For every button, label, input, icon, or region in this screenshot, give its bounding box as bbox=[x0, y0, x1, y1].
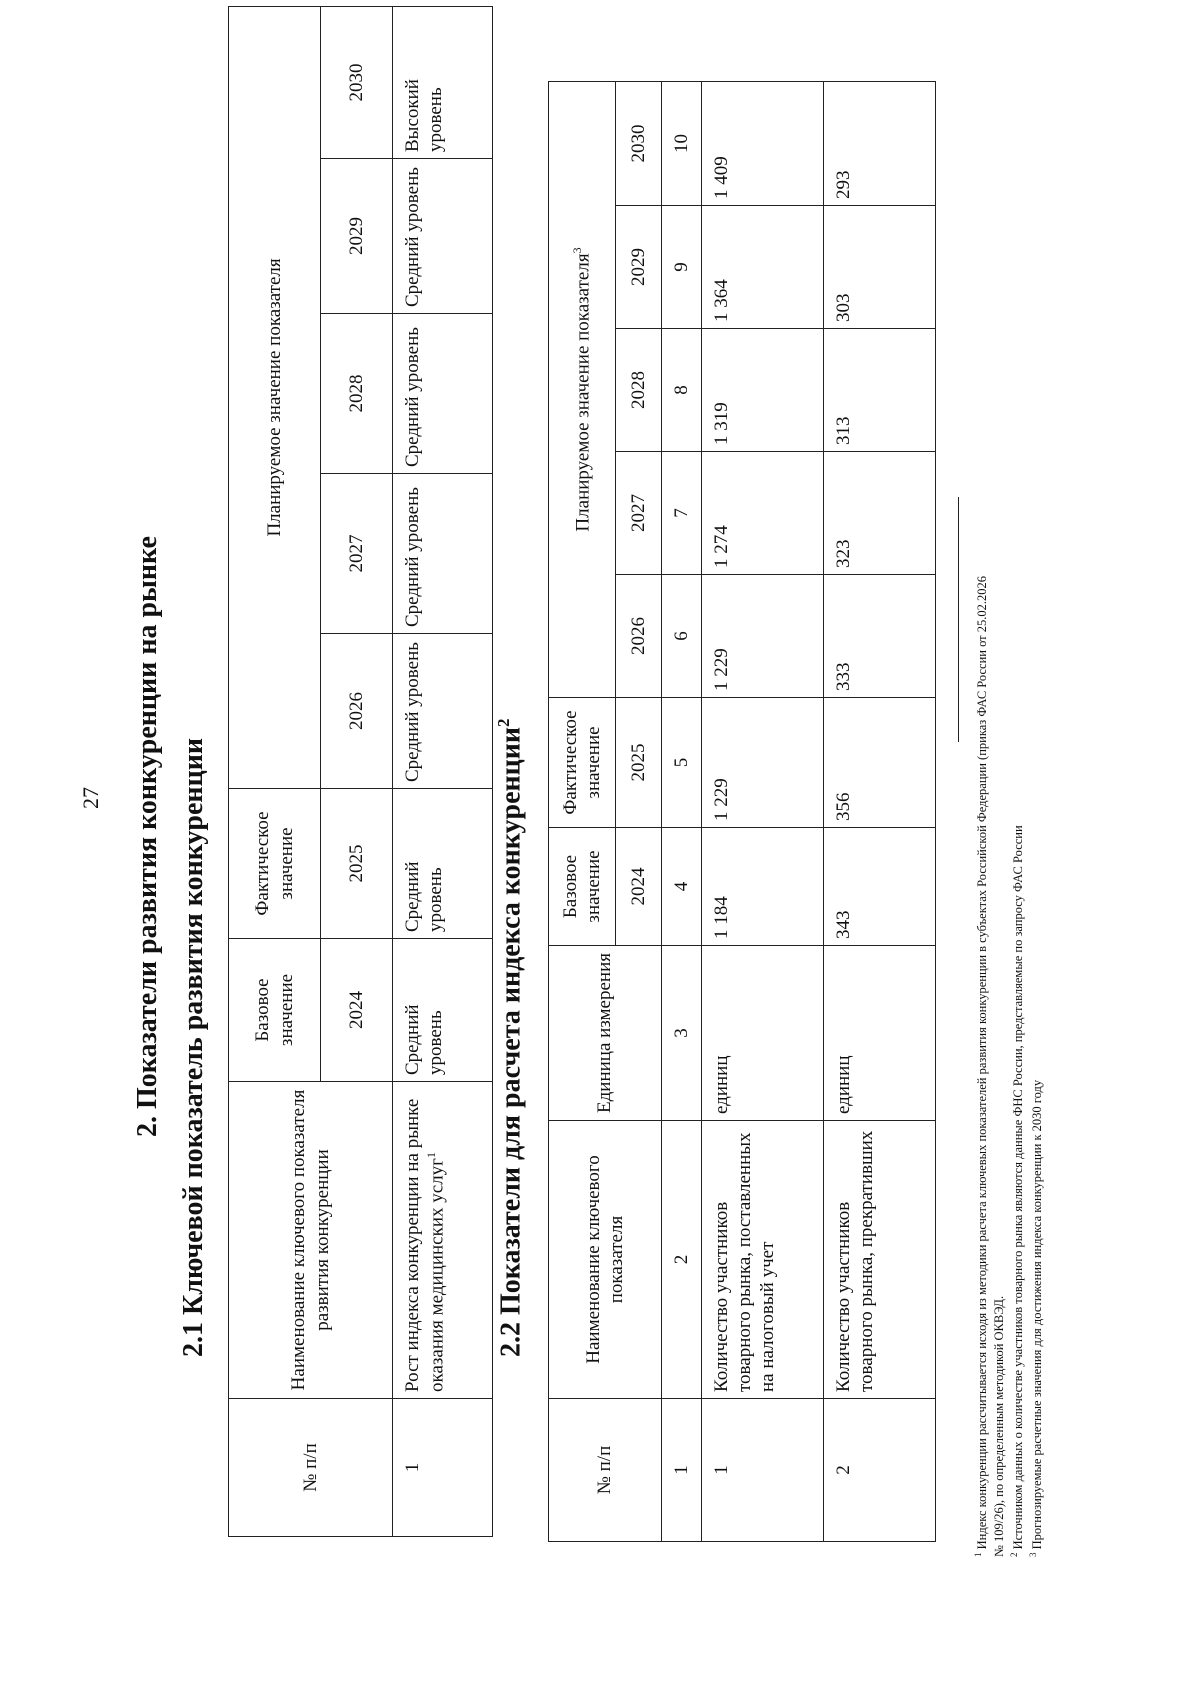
t2-year: 2028 bbox=[616, 329, 662, 452]
t2-head-fact: Фактическое значение bbox=[549, 698, 616, 828]
t2-value: 303 bbox=[824, 206, 936, 329]
subsection-title-2-2-text: 2.2 Показатели для расчета индекса конкуренции bbox=[495, 726, 527, 1357]
t1-value: Высокий уровень bbox=[393, 6, 493, 158]
subsection-title-2-2 bbox=[494, 718, 527, 1357]
t2-value: 1 184 bbox=[702, 828, 824, 946]
footnote-ref-3: 3 bbox=[569, 247, 584, 254]
t2-col-number: 1 bbox=[662, 1399, 702, 1542]
t1-head-fact: Фактическое значение bbox=[229, 789, 321, 939]
t1-year: 2029 bbox=[321, 159, 393, 314]
t2-col-number: 3 bbox=[662, 946, 702, 1121]
t2-value: 323 bbox=[824, 452, 936, 575]
t2-col-number: 4 bbox=[662, 828, 702, 946]
t2-head-name: Наименование ключевого показателя bbox=[549, 1121, 662, 1399]
t2-col-number: 6 bbox=[662, 575, 702, 698]
t1-year: 2025 bbox=[321, 789, 393, 939]
subsection-title-2-1: 2.1 Ключевой показатель развития конкуренции bbox=[178, 738, 209, 1357]
t2-value: 343 bbox=[824, 828, 936, 946]
t1-year: 2026 bbox=[321, 634, 393, 789]
t2-head-planned-text: Планируемое значение показателя bbox=[572, 253, 594, 532]
t2-col-number: 2 bbox=[662, 1121, 702, 1399]
t2-row-num: 1 bbox=[702, 1399, 824, 1542]
t1-row-name bbox=[393, 1082, 493, 1399]
t1-year: 2024 bbox=[321, 939, 393, 1082]
t1-head-name: Наименование ключевого показателя развития конкуренции bbox=[229, 1082, 393, 1399]
t1-head-num: № п/п bbox=[229, 1399, 393, 1537]
t1-value: Средний уровень bbox=[393, 474, 493, 634]
footnote-1: $^1$ Индекс конкуренции рассчитывается исходя из методики расчета ключевых показателей развития конкуренции в субъектах Российской Федерации (приказ ФАС России от 25.02.2026 bbox=[973, 575, 990, 1557]
t2-year: 2025 bbox=[616, 698, 662, 828]
t1-row-name-text: Рост индекса конкуренции на рынке оказания медицинских услуг bbox=[402, 1098, 448, 1392]
t1-year: 2028 bbox=[321, 314, 393, 474]
footnote-3: $^3$ Прогнозируемые расчетные значения для достижения индекса конкуренции к 2030 году bbox=[1027, 1079, 1045, 1557]
t2-row-unit: единиц bbox=[702, 946, 824, 1121]
t1-value: Средний уровень bbox=[393, 634, 493, 789]
section-title: 2. Показатели развития конкуренции на рынке bbox=[132, 536, 163, 1137]
t2-value: 313 bbox=[824, 329, 936, 452]
t2-head-base: Базовое значение bbox=[549, 828, 616, 946]
t1-value: Средний уровень bbox=[393, 789, 493, 939]
competition-index-table bbox=[548, 81, 936, 1542]
key-indicator-table bbox=[228, 6, 493, 1537]
t2-year: 2024 bbox=[616, 828, 662, 946]
t1-value: Средний уровень bbox=[393, 939, 493, 1082]
t2-value: 333 bbox=[824, 575, 936, 698]
t2-year: 2030 bbox=[616, 81, 662, 205]
footnote-ref-1: 1 bbox=[424, 1152, 439, 1159]
t2-value: 1 229 bbox=[702, 575, 824, 698]
t2-value: 1 274 bbox=[702, 452, 824, 575]
t2-head-unit: Единица измерения bbox=[549, 946, 662, 1121]
t2-year: 2026 bbox=[616, 575, 662, 698]
t2-col-number: 5 bbox=[662, 698, 702, 828]
t2-value: 1 364 bbox=[702, 206, 824, 329]
footnote-2: $^2$ Источником данных о количестве участников товарного рынка являются данные ФНС России, представляемые по запросу ФАС России bbox=[1008, 825, 1026, 1557]
t2-value: 1 229 bbox=[702, 698, 824, 828]
t2-year: 2029 bbox=[616, 206, 662, 329]
t1-value: Средний уровень bbox=[393, 314, 493, 474]
t1-row-num: 1 bbox=[393, 1399, 493, 1537]
t2-head-num: № п/п bbox=[549, 1399, 662, 1542]
t2-value: 1 319 bbox=[702, 329, 824, 452]
footnote-ref-2: 2 bbox=[494, 718, 513, 727]
t2-value: 1 409 bbox=[702, 81, 824, 205]
t1-year: 2030 bbox=[321, 6, 393, 158]
t2-value: 356 bbox=[824, 698, 936, 828]
footnote-1-cont: № 109/26), по определенным методикой ОКВЭД. bbox=[992, 1295, 1007, 1557]
t1-head-base: Базовое значение bbox=[229, 939, 321, 1082]
t2-col-number: 9 bbox=[662, 206, 702, 329]
t2-col-number: 10 bbox=[662, 81, 702, 205]
t1-head-planned: Планируемое значение показателя bbox=[229, 6, 321, 788]
t1-year: 2027 bbox=[321, 474, 393, 634]
footnotes bbox=[972, 57, 1046, 1557]
t2-head-planned bbox=[549, 81, 616, 697]
t2-row-name: Количество участников товарного рынка, прекративших bbox=[824, 1121, 936, 1399]
t2-col-number: 8 bbox=[662, 329, 702, 452]
footnote-separator bbox=[958, 497, 959, 742]
t2-row-num: 2 bbox=[824, 1399, 936, 1542]
t1-value: Средний уровень bbox=[393, 159, 493, 314]
t2-year: 2027 bbox=[616, 452, 662, 575]
t2-row-unit: единиц bbox=[824, 946, 936, 1121]
t2-col-number: 7 bbox=[662, 452, 702, 575]
page-number: 27 bbox=[78, 787, 103, 809]
t2-value: 293 bbox=[824, 81, 936, 205]
t2-row-name: Количество участников товарного рынка, поставленных на налоговый учет bbox=[702, 1121, 824, 1399]
